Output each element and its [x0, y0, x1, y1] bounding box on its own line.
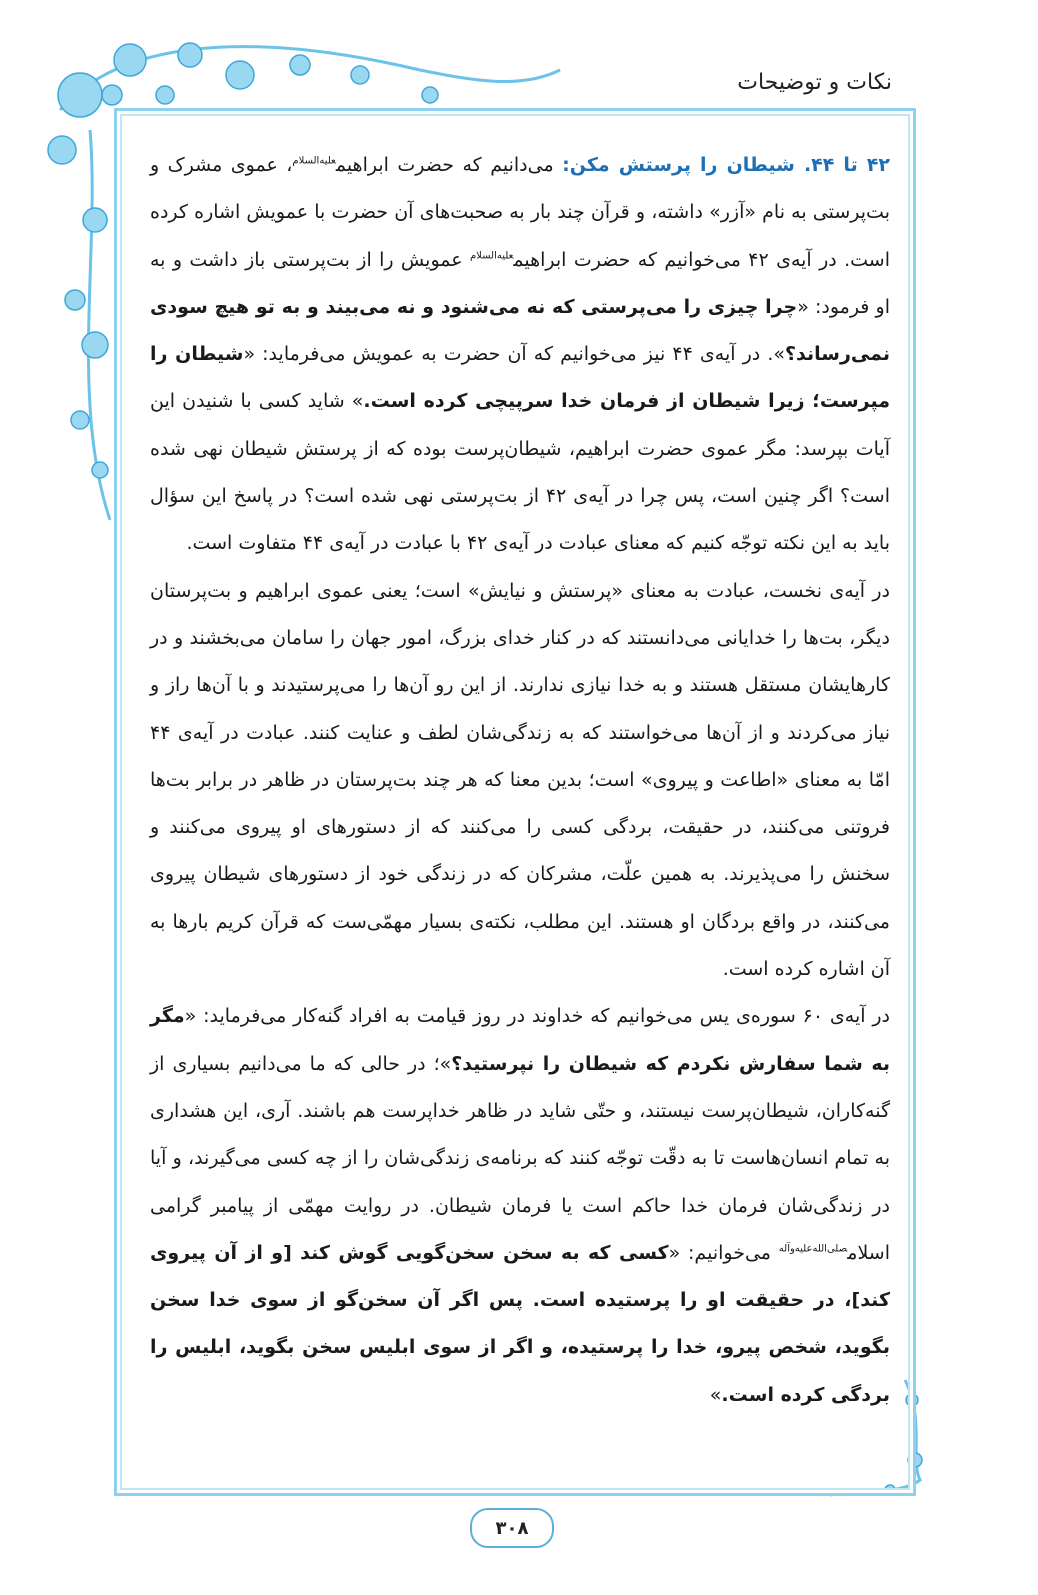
quote-bold: شیطان را مپرست؛ زیرا شیطان از فرمان خدا سرپیچی کرده است.: [150, 343, 891, 413]
quote-bold: چرا چیزی را می‌پرستی که نه می‌شنود و نه می‌بیند و به تو هیچ سودی نمی‌رساند؟: [150, 295, 890, 366]
paragraph-1: [150, 142, 890, 568]
body-text: » شاید کسی با شنیدن این آیات بپرسد: مگر عموی حضرت ابراهیم، شیطان‌پرست بوده که از پرستش شیطان نهی شده است؟ اگر چنین است، پس چرا در آیه‌ی ۴۲ از بت‌پرستی نهی شده است؟ در پاسخ این سؤال باید به این نکته توجّه کنیم که معنای عبادت در آیه‌ی ۴۲ با عبادت در آیه‌ی ۴۴ متفاوت است.: [150, 390, 890, 555]
body-text: می‌دانیم که حضرت ابراهیم: [335, 154, 563, 176]
body-text: عمویش را از بت‌پرستی باز داشت و به او فرمود: «: [150, 248, 890, 318]
page-body: [150, 142, 890, 1419]
honorific: علیه‌السلام: [292, 155, 336, 167]
body-text: در آیه‌ی ۶۰ سوره‌ی یس می‌خوانیم که خداوند در روز قیامت به افراد گنه‌کار می‌فرماید: «: [184, 1005, 890, 1028]
quote-bold: مگر به شما سفارش نکردم که شیطان را نپرستید؟: [150, 1005, 890, 1075]
body-text: ». در آیه‌ی ۴۴ نیز می‌خوانیم که آن حضرت به عمویش می‌فرماید: «: [243, 343, 786, 366]
body-text: »: [709, 1383, 722, 1406]
body-text: »؛ در حالی که ما می‌دانیم بسیاری از گنه‌کاران، شیطان‌پرست نیستند، و حتّی شاید در ظاهر خداپرست هم باشند. آری، این هشداری به تمام انسان‌هاست تا به دقّت توجّه کنند که برنامه‌ی زندگی‌شان را از چه کسی می‌گیرند، و آیا در زندگی‌شان فرمان خدا حاکم است یا فرمان شیطان. در روایت مهمّی از پیامبر گرامی اسلام: [150, 1052, 890, 1264]
body-text: می‌خوانیم: «: [668, 1241, 779, 1264]
body-text: ، عموی مشرک و بت‌پرستی به نام «آزر» داشته، و قرآن چند بار به صحبت‌های آن حضرت با عمویش اشاره کرده است. در آیه‌ی ۴۲ می‌خوانیم که حضرت ابراهیم: [150, 154, 890, 271]
paragraph-3: [150, 993, 890, 1419]
honorific: صلی‌الله‌علیه‌وآله: [778, 1243, 848, 1255]
section-heading: ۴۲ تا ۴۴. شیطان را پرستش مکن:: [562, 154, 890, 176]
quote-bold: کسی که به سخن سخن‌گویی گوش کند [و از آن پیروی کند]، در حقیقت او را پرستیده است. پس اگر آن سخن‌گو از سوی خدا سخن بگوید، شخص پیرو، خدا را پرستیده، و اگر از سوی ابلیس سخن بگوید، ابلیس را بردگی کرده است.: [150, 1241, 890, 1406]
page-number: ۳۰۸: [470, 1508, 554, 1548]
body-text: در آیه‌ی نخست، عبادت به معنای «پرستش و نیایش» است؛ یعنی عموی ابراهیم و بت‌پرستان دیگر، بت‌ها را خدایانی می‌دانستند که در کنار خدای بزرگ، امور جهان را سامان می‌بخشند و در کارهایشان مستقل هستند و به خدا نیازی ندارند. از این رو آن‌ها را می‌پرستیدند و با آن‌ها راز و نیاز می‌کردند و از آن‌ها می‌خواستند که به زندگی‌شان لطف و عنایت کنند. عبادت در آیه‌ی ۴۴ امّا به معنای «اطاعت و پیروی» است؛ بدین معنا که هر چند بت‌پرستان در ظاهر در برابر بت‌ها فروتنی می‌کنند، در حقیقت، بردگی کسی را می‌کنند که از دستورهای او پیروی می‌کنند و سخنش را می‌پذیرند. به همین علّت، مشرکان که در زندگی خود از دستورهای شیطان پیروی می‌کنند، در واقع بردگان او هستند. این مطلب، نکته‌ی بسیار مهمّی‌ست که قرآن کریم بارها به آن اشاره کرده است.: [150, 579, 890, 981]
paragraph-2: [150, 568, 890, 994]
honorific: علیه‌السلام: [469, 250, 514, 262]
chapter-header: نکات و توضیحات: [737, 70, 892, 95]
